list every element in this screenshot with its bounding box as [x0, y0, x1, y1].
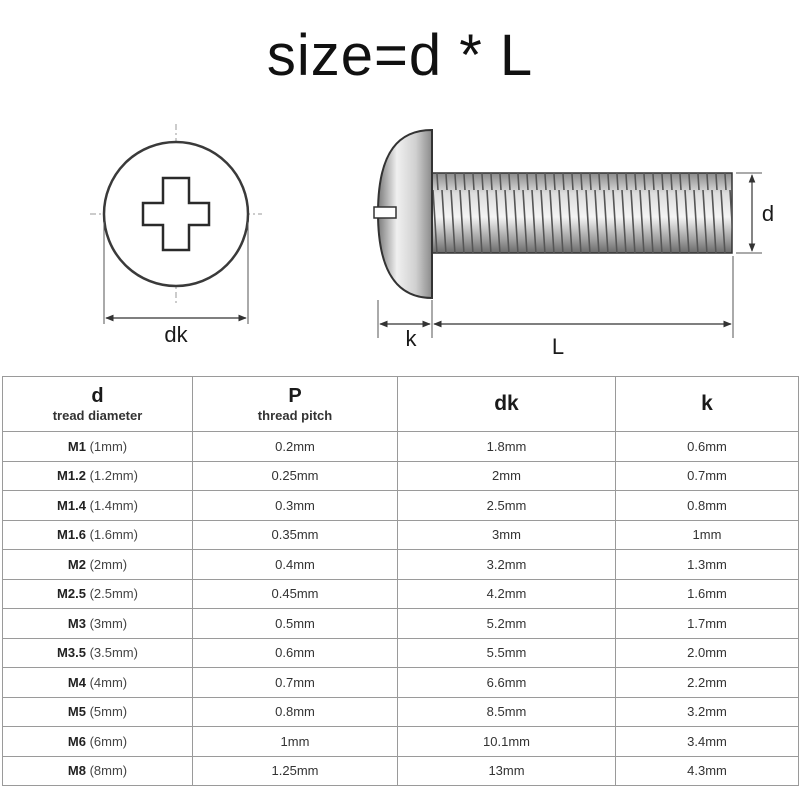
- pitch-cell: 0.45mm: [193, 579, 398, 609]
- dk-cell: 4.2mm: [398, 579, 616, 609]
- pitch-cell: 0.5mm: [193, 609, 398, 639]
- size-cell: [3, 727, 193, 757]
- screw-diagram: [0, 110, 800, 372]
- size-mm: (8mm): [89, 763, 128, 779]
- table-row: [3, 756, 799, 786]
- k-cell: 0.8mm: [616, 491, 799, 521]
- k-cell: 1.7mm: [616, 609, 799, 639]
- screw-spec-table: [2, 376, 799, 786]
- table-row: [3, 727, 799, 757]
- k-cell: 3.2mm: [616, 697, 799, 727]
- d-label: d: [761, 201, 775, 226]
- pitch-cell: 0.3mm: [193, 491, 398, 521]
- table-row: [3, 520, 799, 550]
- size-cell: [3, 432, 193, 462]
- size-code: M5: [67, 704, 86, 720]
- k-cell: 1mm: [616, 520, 799, 550]
- size-code: M3.5: [57, 645, 86, 661]
- size-mm: (3mm): [89, 615, 128, 631]
- k-cell: 0.7mm: [616, 461, 799, 491]
- dk-cell: 2.5mm: [398, 491, 616, 521]
- size-cell: [3, 638, 193, 668]
- screw-side-view: [374, 130, 774, 359]
- header-dk: dk: [398, 377, 616, 432]
- size-cell: [3, 756, 193, 786]
- size-mm: (5mm): [89, 704, 128, 720]
- size-code: M8: [67, 763, 86, 779]
- table-row: [3, 461, 799, 491]
- table-row: [3, 550, 799, 580]
- pitch-cell: 0.7mm: [193, 668, 398, 698]
- size-code: M3: [67, 615, 86, 631]
- size-cell: [3, 609, 193, 639]
- header-k: k: [616, 377, 799, 432]
- size-mm: (3.5mm): [89, 645, 138, 661]
- size-code: M2: [67, 556, 86, 572]
- dk-label: dk: [164, 322, 188, 347]
- size-code: M2.5: [57, 586, 86, 602]
- pitch-cell: 0.2mm: [193, 432, 398, 462]
- header-d: d tread diameter: [3, 377, 193, 432]
- k-cell: 1.3mm: [616, 550, 799, 580]
- dk-cell: 1.8mm: [398, 432, 616, 462]
- size-cell: [3, 668, 193, 698]
- dk-cell: 6.6mm: [398, 668, 616, 698]
- size-code: M1: [67, 438, 86, 454]
- size-mm: (2.5mm): [89, 586, 138, 602]
- size-mm: (1.4mm): [89, 497, 138, 513]
- size-cell: [3, 697, 193, 727]
- pitch-cell: 0.35mm: [193, 520, 398, 550]
- size-cell: [3, 491, 193, 521]
- table-row: [3, 432, 799, 462]
- dk-cell: 3mm: [398, 520, 616, 550]
- page-title: size=d * L: [266, 23, 534, 88]
- pitch-cell: 1.25mm: [193, 756, 398, 786]
- dk-cell: 13mm: [398, 756, 616, 786]
- size-cell: [3, 579, 193, 609]
- size-mm: (4mm): [89, 674, 128, 690]
- size-code: M4: [67, 674, 86, 690]
- size-mm: (1mm): [89, 438, 128, 454]
- dk-cell: 5.2mm: [398, 609, 616, 639]
- size-mm: (1.2mm): [89, 468, 138, 484]
- table-row: [3, 638, 799, 668]
- L-label: L: [551, 334, 565, 359]
- pitch-cell: 1mm: [193, 727, 398, 757]
- dk-cell: 5.5mm: [398, 638, 616, 668]
- table-row: [3, 579, 799, 609]
- k-cell: 2.0mm: [616, 638, 799, 668]
- pitch-cell: 0.6mm: [193, 638, 398, 668]
- k-cell: 1.6mm: [616, 579, 799, 609]
- dk-cell: 8.5mm: [398, 697, 616, 727]
- size-code: M6: [67, 733, 86, 749]
- size-mm: (6mm): [89, 733, 128, 749]
- size-code: M1.2: [57, 468, 86, 484]
- dk-cell: 10.1mm: [398, 727, 616, 757]
- k-label: k: [405, 326, 417, 351]
- size-mm: (2mm): [89, 556, 128, 572]
- size-code: M1.6: [57, 527, 86, 543]
- pitch-cell: 0.8mm: [193, 697, 398, 727]
- pitch-cell: 0.25mm: [193, 461, 398, 491]
- table-row: [3, 697, 799, 727]
- k-cell: 3.4mm: [616, 727, 799, 757]
- size-code: M1.4: [57, 497, 86, 513]
- table-row: [3, 491, 799, 521]
- dk-cell: 3.2mm: [398, 550, 616, 580]
- table-header-row: [3, 377, 799, 432]
- size-cell: [3, 520, 193, 550]
- dk-cell: 2mm: [398, 461, 616, 491]
- table-row: [3, 668, 799, 698]
- table-row: [3, 609, 799, 639]
- header-p: P thread pitch: [193, 377, 398, 432]
- screw-head-top-view: [90, 124, 262, 347]
- size-mm: (1.6mm): [89, 527, 138, 543]
- k-cell: 0.6mm: [616, 432, 799, 462]
- pitch-cell: 0.4mm: [193, 550, 398, 580]
- size-cell: [3, 461, 193, 491]
- k-cell: 4.3mm: [616, 756, 799, 786]
- k-cell: 2.2mm: [616, 668, 799, 698]
- size-cell: [3, 550, 193, 580]
